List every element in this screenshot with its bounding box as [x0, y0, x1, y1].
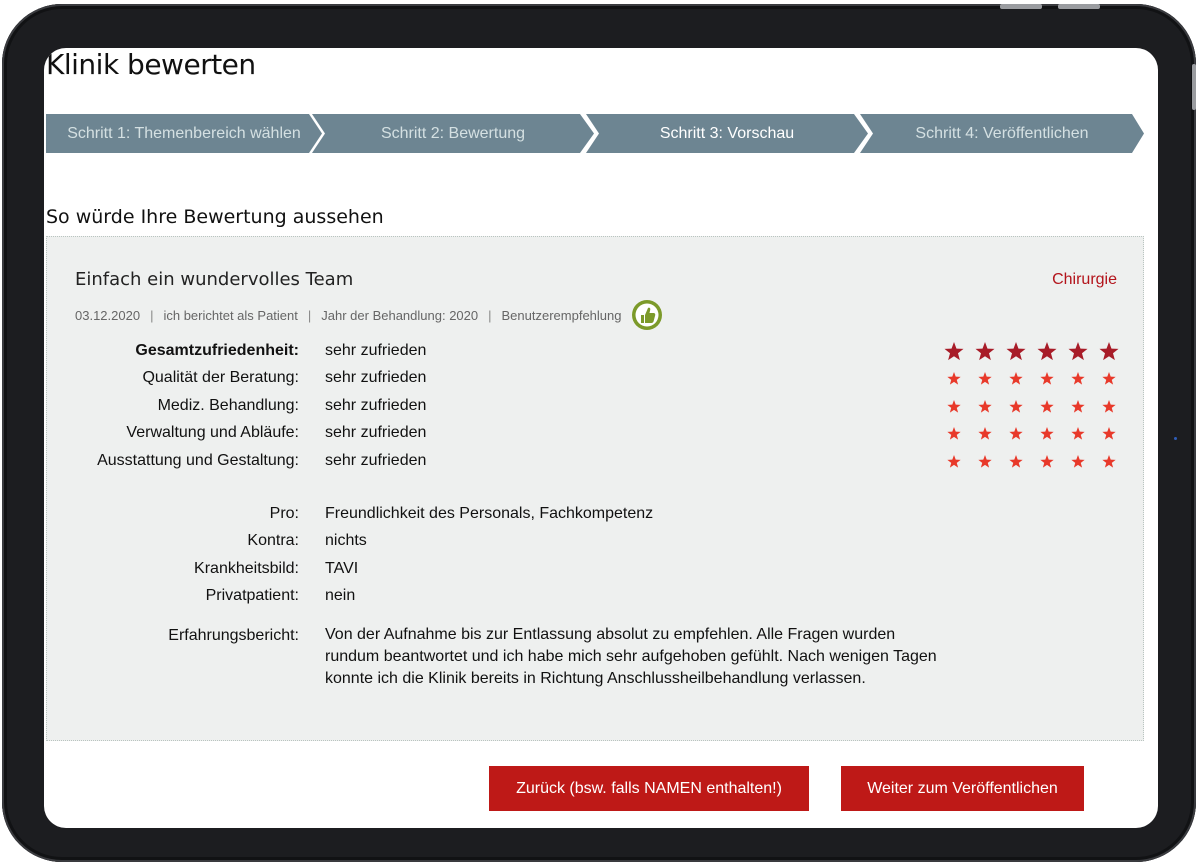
publish-button[interactable]: Weiter zum Veröffentlichen [841, 766, 1084, 811]
review-title: Einfach ein wundervolles Team [75, 269, 354, 290]
star-icon [1071, 455, 1084, 468]
star-icon [1040, 372, 1053, 385]
star-icon [1040, 455, 1053, 468]
star-icon [978, 427, 991, 440]
star-icon [1009, 400, 1022, 413]
stepper [46, 114, 1144, 153]
detail-value: nein [325, 587, 356, 604]
meta-separator: | [488, 307, 492, 323]
star-icon [1009, 455, 1022, 468]
detail-label: Krankheitsbild: [194, 560, 299, 577]
meta-separator: | [150, 307, 154, 323]
detail-row-private [47, 583, 1145, 610]
rating-value: sehr zufrieden [325, 424, 427, 441]
tablet-button-top-1 [1000, 4, 1042, 9]
review-recommendation: Benutzerempfehlung [501, 307, 622, 323]
rating-label: Ausstattung und Gestaltung: [97, 452, 299, 469]
star-rating [943, 365, 1123, 392]
review-meta [75, 299, 663, 331]
review-category: Chirurgie [1052, 271, 1117, 288]
meta-separator: | [307, 307, 312, 323]
rating-value: sehr zufrieden [325, 397, 427, 414]
star-rating [943, 448, 1123, 475]
star-rating [943, 420, 1123, 447]
detail-label: Privatpatient: [205, 587, 299, 604]
step-2[interactable] [312, 114, 594, 153]
star-icon [1102, 372, 1115, 385]
detail-row-contra [47, 528, 1145, 555]
star-icon [947, 455, 960, 468]
rating-label: Mediz. Behandlung: [157, 397, 299, 414]
experience-report: Von der Aufnahme bis zur Entlassung absolut zu empfehlen. Alle Fragen wurden rundum beantwortet und ich habe mich sehr aufgehoben gefühlt. Nach wenigen Tagen konnte ich die Klinik bereits in Richtung Anschlussheilbehandlung verlassen. [325, 626, 937, 687]
star-icon [1071, 427, 1084, 440]
star-icon [1102, 455, 1115, 468]
rating-row [47, 393, 1145, 420]
tablet-button-side [1192, 64, 1196, 110]
review-treatment-year: Jahr der Behandlung: 2020 [321, 307, 479, 323]
step-4[interactable] [860, 114, 1144, 153]
action-bar [44, 766, 1158, 812]
screen [44, 48, 1158, 828]
step-1-label: Schritt 1: Themenbereich wählen [67, 124, 301, 142]
star-icon [1102, 400, 1115, 413]
step-1[interactable] [46, 114, 322, 153]
rating-row [47, 365, 1145, 392]
step-2-label: Schritt 2: Bewertung [380, 124, 526, 142]
detail-value: TAVI [325, 560, 359, 577]
rating-value: sehr zufrieden [325, 452, 427, 469]
star-rating [943, 393, 1123, 420]
tablet-button-top-2 [1058, 4, 1100, 9]
rating-label: Qualität der Beratung: [142, 369, 299, 386]
review-date: 03.12.2020 [75, 307, 141, 323]
star-rating [943, 338, 1123, 365]
camera-dot [1174, 437, 1177, 440]
detail-value: Freundlichkeit des Personals, Fachkompetenz [325, 505, 654, 522]
star-icon [1006, 342, 1025, 360]
star-icon [1009, 427, 1022, 440]
star-icon [1009, 372, 1022, 385]
step-4-label: Schritt 4: Veröffentlichen [915, 124, 1089, 142]
review-card [46, 236, 1144, 741]
star-icon [978, 372, 991, 385]
detail-row-illness [47, 556, 1145, 583]
star-icon [1099, 342, 1118, 360]
thumbs-up-icon [631, 299, 663, 331]
star-icon [1037, 342, 1056, 360]
rating-row [47, 338, 1145, 365]
step-3-label: Schritt 3: Vorschau [659, 124, 795, 142]
detail-row-pro [47, 501, 1145, 528]
rating-value: sehr zufrieden [325, 342, 427, 359]
review-role: ich berichtet als Patient [163, 307, 298, 323]
tablet-frame [2, 4, 1196, 862]
star-icon [1040, 427, 1053, 440]
star-icon [947, 427, 960, 440]
preview-heading: So würde Ihre Bewertung aussehen [46, 206, 384, 228]
rating-label: Verwaltung und Abläufe: [126, 424, 299, 441]
detail-label: Kontra: [247, 532, 299, 549]
star-icon [978, 455, 991, 468]
detail-label: Pro: [269, 505, 299, 522]
star-icon [978, 400, 991, 413]
star-icon [1071, 400, 1084, 413]
star-icon [975, 342, 994, 360]
star-icon [947, 372, 960, 385]
rating-row [47, 420, 1145, 447]
star-icon [1068, 342, 1087, 360]
star-icon [1040, 400, 1053, 413]
star-icon [1071, 372, 1084, 385]
rating-value: sehr zufrieden [325, 369, 427, 386]
detail-label: Erfahrungsbericht: [168, 627, 299, 644]
detail-value: nichts [325, 532, 367, 549]
rating-row [47, 448, 1145, 475]
star-icon [944, 342, 963, 360]
page-title: Klinik bewerten [46, 48, 256, 81]
rating-label: Gesamtzufriedenheit: [135, 342, 299, 359]
step-3[interactable] [586, 114, 868, 153]
star-icon [947, 400, 960, 413]
star-icon [1102, 427, 1115, 440]
back-button[interactable]: Zurück (bsw. falls NAMEN enthalten!) [489, 766, 809, 811]
